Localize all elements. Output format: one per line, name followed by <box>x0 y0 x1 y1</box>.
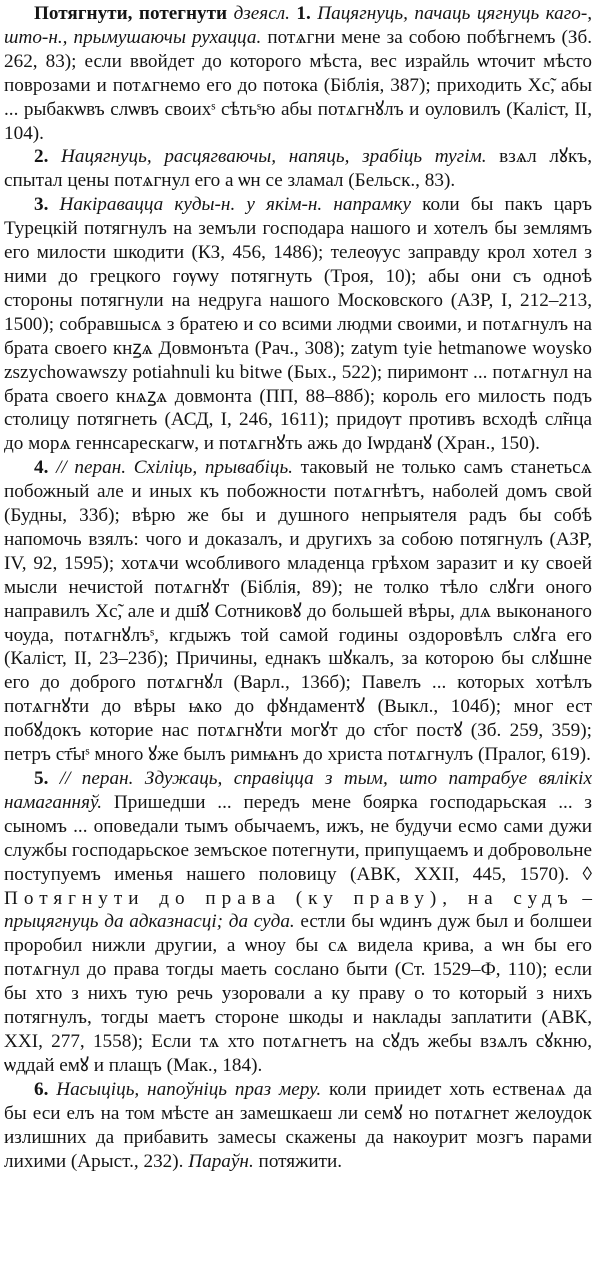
paragraph-6-body <box>4 1079 592 1172</box>
paragraph-6-segment-4: потяжити. <box>253 1150 343 1172</box>
sense-number-5: 5. <box>34 768 49 789</box>
paragraph-5-segment-1: // перан. Здужаць, справіцца з тым, што патрабуе вялікіх намаганняў. <box>4 768 592 813</box>
paragraph-2-segment-2: взѧл лꙋкъ, спытал цены потѧгнул его а ѡн се зламал (Бельск., 83). <box>4 146 592 192</box>
paragraph-4-segment-2: таковый не только самъ станетьсѧ побожный але и иных къ побожности потѧгнѣтъ, наболей домъ свой (Будны, 33б); вѣрю же бы и душного непрыятеля радъ бы собѣ напомочь взялъ: чого и доказалъ, и другихъ за собою потягнулъ (АЗР, IV, 92, 1595); хотѧчи ѡсобливого младенца грѣхом заразит и ку своей мысли нечистой потѧгнꙋт (Біблія, 89); не толко тѣло слꙋги оного направилъ Хс̃, але и дш҃ꙋ Сотниковꙋ до большей вѣры, длѧ выконаного чоуда, потѧгнꙋлъˢ, кгдыжъ той самой годины оздоровѣлъ слꙋга его (Каліст, II, 23–23б); Причины, еднакъ шꙋкалъ, за которою бы слꙋшне его до доброго потѧгнꙋл (Варл., 136б); Павелъ ... которых хотѣлъ потѧгнꙋти до вѣры ѩко до фꙋндаментꙋ (Выкл., 104б); мног ест побꙋдокъ которие нас потѧгнꙋти могꙋт до ст҃ог постꙋ (Зб. 259, 359); петръ ст҃ыˢ много ꙋже былъ римѩнъ до христа потѧгнулъ (Пралог, 619). <box>4 457 592 766</box>
paragraph-5-segment-2: Пришедши ... передъ мене боярка господарьская ... з сыномъ ... оповедали тымъ обычаемъ, ижъ, не будучи есмо сами дужи службы господарьское земъское потегнути, припущаемъ и добровольне поступуемъ именья нашего половицу (АВК, XXII, 445, 1570). ◊ <box>4 791 592 885</box>
paragraph-5-body <box>4 768 592 1076</box>
entry-headword: Потягнути, потегнути <box>34 3 228 24</box>
paragraph-1-segment-3: Пацягнуць, пачаць цягнуць каго-, што-н., прымушаючы рухацца. <box>4 3 593 48</box>
entry-paragraph-6 <box>4 1078 592 1174</box>
paragraph-6-segment-1: Насыціць, напоўніць праз меру. <box>48 1078 322 1100</box>
paragraph-1-body <box>4 3 592 144</box>
entry-paragraph-5 <box>4 767 592 1078</box>
paragraph-2-segment-1: Нацягнуць, расцягваючы, напяць, зрабіць тугім. <box>48 146 487 168</box>
paragraph-1-segment-4: потѧгни мене за собою побѣгнемъ (Зб. 262, 83); если ввойдет до которого мѣста, вес израйль ѡточит мѣсто поврозами и потѧгнемо его до потока (Біблія, 387); приходить Хс̃, абы ... рыбакѡвъ слѡвъ своихˢ сѣтьˢю абы потѧгнꙋлъ и оуловилъ (Каліст, II, 104). <box>4 26 593 144</box>
paragraph-3-segment-1: Накіравацца куды-н. у якім-н. напрамку <box>48 194 411 216</box>
paragraph-5-segment-4: – <box>573 887 593 909</box>
paragraph-2-body <box>4 146 592 191</box>
entry-paragraph-4 <box>4 456 592 767</box>
paragraph-3-segment-2: коли бы пакъ царъ Турецкій потягнулъ на земъли господара нашого и хотелъ бы землямъ его милости шкодити (КЗ, 456, 1486); телеѹус заправду крол хотел з ними до грецкого гѹѡу потягнуть (Троя, 10); абы они съ одноѣ стороны потягнули на недруга нашого Московского (АЗР, I, 212–213, 1500); собравшысѧ з братею и со всими людми своими, и потѧгнулъ на брата своего кнꙁѧ Довмонъта (Рач., 308); zatym tyie hetmanowe woysko zszychowawszy potiahnuli ku bitwe (Бых., 522); пиримонт ... потѧгнул на брата своего кнѧꙁѧ довмонта (ПП, 88–88б); король его милость подъ столицу потягнеть (АСД, I, 246, 1611); придѹт противъ всходѣ сл̃нца до морѧ геннсарескагѡ, и потѧгнꙋть ажь до Іѡрданꙋ (Хран., 150). <box>4 194 593 455</box>
entry-paragraph-1 <box>4 2 592 145</box>
sense-number-6: 6. <box>34 1078 49 1100</box>
sense-number-2: 2. <box>34 146 49 168</box>
paragraph-3-body <box>4 194 592 454</box>
entry-paragraph-2 <box>4 145 592 193</box>
paragraph-6-segment-2: коли приидет хоть ественаѧ да бы еси елъ на том мѣсте ан замешкаеш ли семꙋ но потѧгнет желоудок излишних да прибавить замесы скажены да накоурит мозгъ парами лихими (Арыст., 232). <box>4 1078 592 1172</box>
paragraph-5-segment-5: прыцягнуць да адказнасці; да суда. <box>4 911 295 933</box>
paragraph-5-segment-3: Потягнути до права (ку праву), на судъ <box>4 887 574 909</box>
sense-number-4: 4. <box>34 457 49 479</box>
paragraph-1-segment-2: 1. <box>296 3 318 24</box>
paragraph-5-segment-6: естли бы ѡдинъ дуж был и болшеи проробил нижли другии, а ѡноу бы сѧ видела крива, а ѡн бы его потѧгнул до права тогды маеть сослано быти (Ст. 1529–Ф, 110); если бы хто з нихъ тую речь узоровали а ку праву о то который з нихъ потягнулъ, тогды маетъ стороне шкоды и наклады заплатити (АВК, XXI, 277, 1558); Если тѧ хто потѧгнетъ на сꙋдъ жебы взѧлъ сꙋкню, ѡддай емꙋ и плащъ (Мак., 184). <box>4 911 593 1076</box>
entry-paragraph-3 <box>4 193 592 456</box>
paragraph-4-body <box>4 457 592 765</box>
dictionary-page <box>4 2 592 1274</box>
paragraph-4-segment-1: // перан. Схіліць, прывабіць. <box>48 457 293 479</box>
sense-number-3: 3. <box>34 194 49 216</box>
paragraph-6-segment-3: Параўн. <box>188 1150 254 1172</box>
paragraph-1-segment-1: дзеясл. <box>227 3 297 24</box>
